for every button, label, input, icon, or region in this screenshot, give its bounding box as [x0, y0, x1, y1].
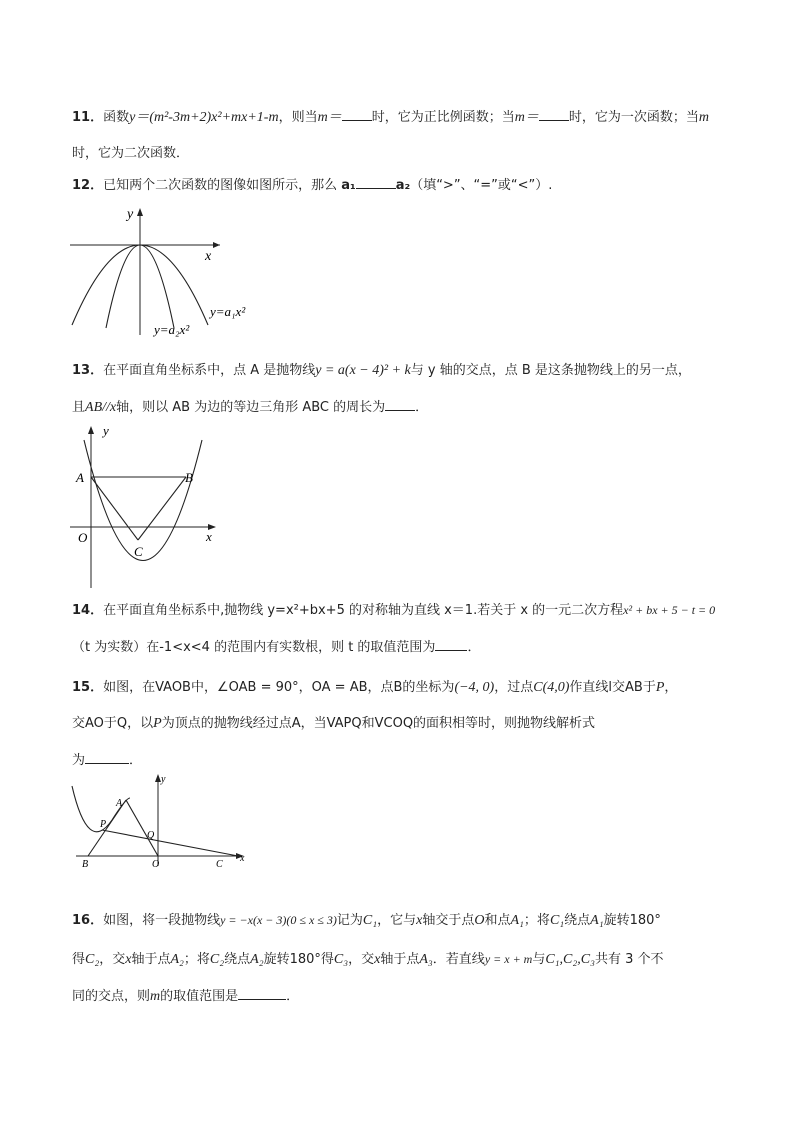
math-a2: A₂ — [170, 952, 184, 967]
function-expression: y = a(x − 4)² + k — [315, 363, 411, 378]
x-axis-label: x — [205, 249, 212, 264]
math-m: m — [150, 989, 161, 1004]
question-text: 绕点 — [224, 952, 251, 967]
question-text: 绕点 — [564, 913, 591, 928]
question-text: 为顶点的抛物线经过点A，当VAPQ和VCOQ的面积相等时，则抛物线解析式 — [161, 716, 596, 731]
question-number: 14． — [72, 603, 104, 618]
math-x: x — [416, 913, 423, 928]
question-text: ，过点 — [494, 680, 534, 695]
question-text: 旋转180°得 — [263, 952, 334, 967]
question-text: ，交 — [348, 952, 375, 967]
x-axis-arrow-icon — [213, 242, 220, 248]
math-c2: C₂ — [209, 952, 225, 967]
question-15 — [72, 678, 732, 771]
math-p: P — [655, 680, 665, 695]
point-label-b: B — [185, 470, 193, 485]
segment-bc — [138, 477, 186, 540]
question-text: ；将 — [183, 952, 210, 967]
answer-blank[interactable] — [385, 397, 415, 411]
answer-blank[interactable] — [539, 107, 569, 121]
question-text: （t 为实数）在-1<x<4 的范围内有实数根，则 t 的取值范围为 — [72, 640, 436, 655]
figure-q15-triangle-parabola — [68, 770, 258, 870]
math-ab-parallel: AB//x — [85, 400, 117, 415]
question-number: 15． — [72, 680, 104, 695]
question-text: 与 — [532, 952, 546, 967]
y-axis-label: y — [127, 207, 134, 222]
question-text: 旋转180° — [603, 913, 661, 928]
question-13 — [72, 361, 732, 418]
math-m: m＝ — [514, 110, 539, 125]
x-axis-label: x — [240, 853, 245, 864]
y-axis-label: y — [161, 774, 166, 785]
question-text: ；将 — [523, 913, 550, 928]
question-text: ， — [664, 680, 678, 695]
question-text: 时，它为一次函数；当 — [568, 110, 699, 125]
math-m: m — [698, 110, 709, 125]
figure-q12-parabolas — [70, 200, 270, 340]
math-x: x — [374, 952, 381, 967]
point-label-a: A — [116, 798, 123, 809]
question-text: 在平面直角坐标系中，点 A 是抛物线 — [103, 363, 316, 378]
question-number: 16． — [72, 913, 104, 928]
function-expression: y＝(m²-3m+2)x²+mx+1-m — [129, 110, 279, 125]
question-text: 时，它为二次函数． — [72, 146, 190, 161]
question-text: ，则当 — [278, 110, 318, 125]
math-c2: C₂ — [85, 952, 100, 967]
question-text: ． — [467, 640, 481, 655]
line-l — [102, 830, 238, 856]
math-c3: C₃ — [333, 952, 349, 967]
answer-blank[interactable] — [342, 107, 372, 121]
question-text: 且 — [72, 400, 86, 415]
math-a2: a₂ — [395, 178, 411, 193]
question-text: ． — [415, 400, 429, 415]
question-text: ，它与 — [377, 913, 417, 928]
math-a1: a₁ — [341, 178, 356, 193]
segment-ac — [91, 477, 138, 540]
point-label-c: C — [134, 544, 143, 559]
math-a2: A₂ — [250, 952, 264, 967]
question-11-line-1 — [72, 107, 732, 128]
question-text: 记为 — [336, 913, 363, 928]
question-12 — [72, 175, 732, 196]
question-text: 的取值范围是 — [160, 989, 239, 1004]
math-o: O — [474, 913, 485, 928]
coordinate-c: C(4,0) — [533, 680, 570, 695]
x-axis-label: x — [206, 529, 212, 544]
answer-blank[interactable] — [356, 175, 396, 189]
answer-blank[interactable] — [85, 750, 129, 764]
y-axis-arrow-icon — [137, 208, 143, 216]
question-text: 得 — [72, 952, 86, 967]
math-a1: A₁ — [510, 913, 524, 928]
math-a1: A₁ — [590, 913, 604, 928]
point-label-b: B — [82, 859, 89, 870]
math-curves: C₁,C₂,C₃ — [545, 952, 595, 967]
curve-label-a2: y=a₂x² — [154, 322, 190, 337]
question-text: 如图，在VAOB中，∠OAB = 90°，OA = AB，点B的坐标为 — [103, 680, 455, 695]
figure-q13-parabola-triangle — [70, 420, 230, 590]
point-label-o: O — [152, 859, 160, 870]
coordinate-b: (−4, 0) — [454, 680, 495, 695]
question-text: 和点 — [484, 913, 511, 928]
question-text: 共有 3 个不 — [594, 952, 664, 967]
question-text: 时，它为正比例函数；当 — [371, 110, 515, 125]
question-text: ．若直线 — [432, 952, 485, 967]
question-11-line-2 — [72, 144, 732, 164]
answer-blank[interactable] — [238, 986, 286, 1000]
question-text: 已知两个二次函数的图像如图所示，那么 — [103, 178, 338, 193]
question-text: 在平面直角坐标系中,抛物线 y=x²+bx+5 的对称轴为直线 x＝1.若关于 x 的一元二次方程 — [103, 603, 624, 618]
math-a3: A₃ — [419, 952, 433, 967]
line-expression: y = x + m — [484, 952, 533, 966]
question-text: 轴于点 — [131, 952, 171, 967]
question-text: ． — [286, 989, 300, 1004]
question-number: 12． — [72, 178, 104, 193]
function-expression: y = −x(x − 3)(0 ≤ x ≤ 3) — [220, 913, 337, 927]
point-label-q: Q — [147, 830, 155, 841]
math-p: P — [153, 716, 162, 731]
question-text: 作直线l交AB于 — [569, 680, 656, 695]
question-text: 与 y 轴的交点，点 B 是这条抛物线上的另一点， — [410, 363, 691, 378]
question-number: 13． — [72, 363, 104, 378]
point-label-o: O — [78, 530, 88, 545]
question-number: 11． — [72, 110, 104, 125]
question-text: 函数 — [103, 110, 130, 125]
question-14 — [72, 600, 732, 658]
question-16 — [72, 910, 732, 1007]
curve-label-a1: y=a₁x² — [210, 304, 246, 319]
question-text: 轴交于点 — [422, 913, 475, 928]
question-text: 轴于点 — [380, 952, 420, 967]
question-text: （填“>”、“=”或“<”）. — [410, 178, 553, 193]
math-m: m＝ — [317, 110, 342, 125]
question-text: 交AO于Q，以 — [72, 716, 154, 731]
parabola — [84, 440, 202, 561]
question-text: ． — [129, 753, 143, 768]
math-x: x — [125, 952, 132, 967]
segment-ao — [126, 800, 158, 856]
question-text: 同的交点，则 — [72, 989, 151, 1004]
point-label-c: C — [216, 859, 223, 870]
point-label-a: A — [76, 470, 84, 485]
math-c1: C₁ — [549, 913, 565, 928]
math-c1: C₁ — [362, 913, 378, 928]
question-11 — [72, 107, 732, 164]
point-label-p: P — [100, 819, 107, 830]
answer-blank[interactable] — [435, 637, 467, 651]
y-axis-arrow-icon — [88, 426, 94, 434]
y-axis-label: y — [103, 423, 109, 438]
question-text: 如图，将一段抛物线 — [103, 913, 221, 928]
equation-expression: x² + bx + 5 − t = 0 — [623, 603, 716, 617]
question-text: 轴，则以 AB 为边的等边三角形 ABC 的周长为 — [116, 400, 386, 415]
question-text: 为 — [72, 753, 86, 768]
question-text: ，交 — [99, 952, 126, 967]
